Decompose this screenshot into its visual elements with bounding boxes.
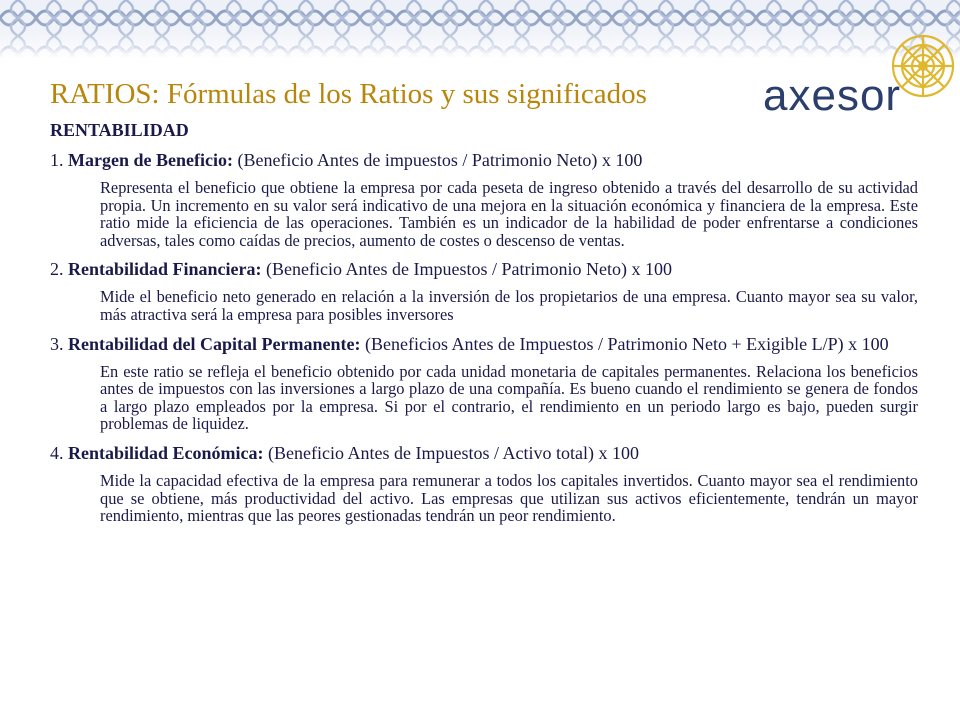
ratio-name: Margen de Beneficio: <box>68 150 233 170</box>
ratio-1-description: Representa el beneficio que obtiene la empresa por cada peseta de ingreso obtenido a través del desarrollo de su actividad propia. Un incremento en su valor será indicativo de una mejora en la situación económica y financiera de la empresa. Este ratio mide la eficiencia de las operaciones. También es un indicador de la habilidad de poder enfrentarse a condiciones adversas, tales como caídas de precios, aumento de costes o descenso de ventas. <box>100 178 918 250</box>
ratio-3-description: En este ratio se refleja el beneficio obtenido por cada unidad monetaria de capitales permanentes. Relaciona los beneficios antes de impuestos con las inversiones a largo plazo de una compañía. Es bueno cuando el rendimiento se genera de fondos a largo plazo empleados por la empresa. Si por el contrario, el rendimiento en un periodo largo es bajo, pueden surgir problemas de liquidez. <box>100 361 918 434</box>
ratio-number: 4. <box>50 442 64 463</box>
ratio-name: Rentabilidad del Capital Permanente: <box>68 333 361 354</box>
ratio-3-formula <box>50 334 918 355</box>
ratio-4-formula <box>50 443 918 464</box>
ratio-formula-text: (Beneficio Antes de Impuestos / Activo total) x 100 <box>268 442 639 463</box>
ratio-formula-text: (Beneficio Antes de impuestos / Patrimonio Neto) x 100 <box>237 150 643 170</box>
ratio-name: Rentabilidad Financiera: <box>68 259 262 280</box>
ratio-2-formula <box>50 259 918 280</box>
ratio-formula-text: (Beneficio Antes de Impuestos / Patrimonio Neto) x 100 <box>266 259 672 280</box>
section-heading: RENTABILIDAD <box>50 120 189 140</box>
ratio-number: 3. <box>50 333 64 354</box>
logo-text: axesor <box>763 71 902 120</box>
ratio-number: 2. <box>50 259 64 280</box>
ratio-name: Rentabilidad Económica: <box>68 442 264 463</box>
ratio-4-description: Mide la capacidad efectiva de la empresa para remunerar a todos los capitales invertidos. Cuanto mayor sea el rendimiento que se obtiene, más productividad del activo. Las empresas que utilizan sus activos eficientemente, tendrán un mayor rendimiento, mientras que las peores gestionadas tendrán un peor rendimiento. <box>100 470 918 526</box>
page-title: RATIOS: Fórmulas de los Ratios y sus significados <box>50 78 647 110</box>
ratio-1-formula <box>50 150 918 171</box>
ratio-formula-text: (Beneficios Antes de Impuestos / Patrimonio Neto + Exigible L/P) x 100 <box>365 333 889 354</box>
ratios-content <box>50 120 918 535</box>
ratio-number: 1. <box>50 150 64 170</box>
company-logo <box>755 30 960 120</box>
ratio-2-description: Mide el beneficio neto generado en relación a la inversión de los propietarios de una empresa. Cuanto mayor sea su valor, más atractiva será la empresa para posibles inversores <box>100 287 918 324</box>
